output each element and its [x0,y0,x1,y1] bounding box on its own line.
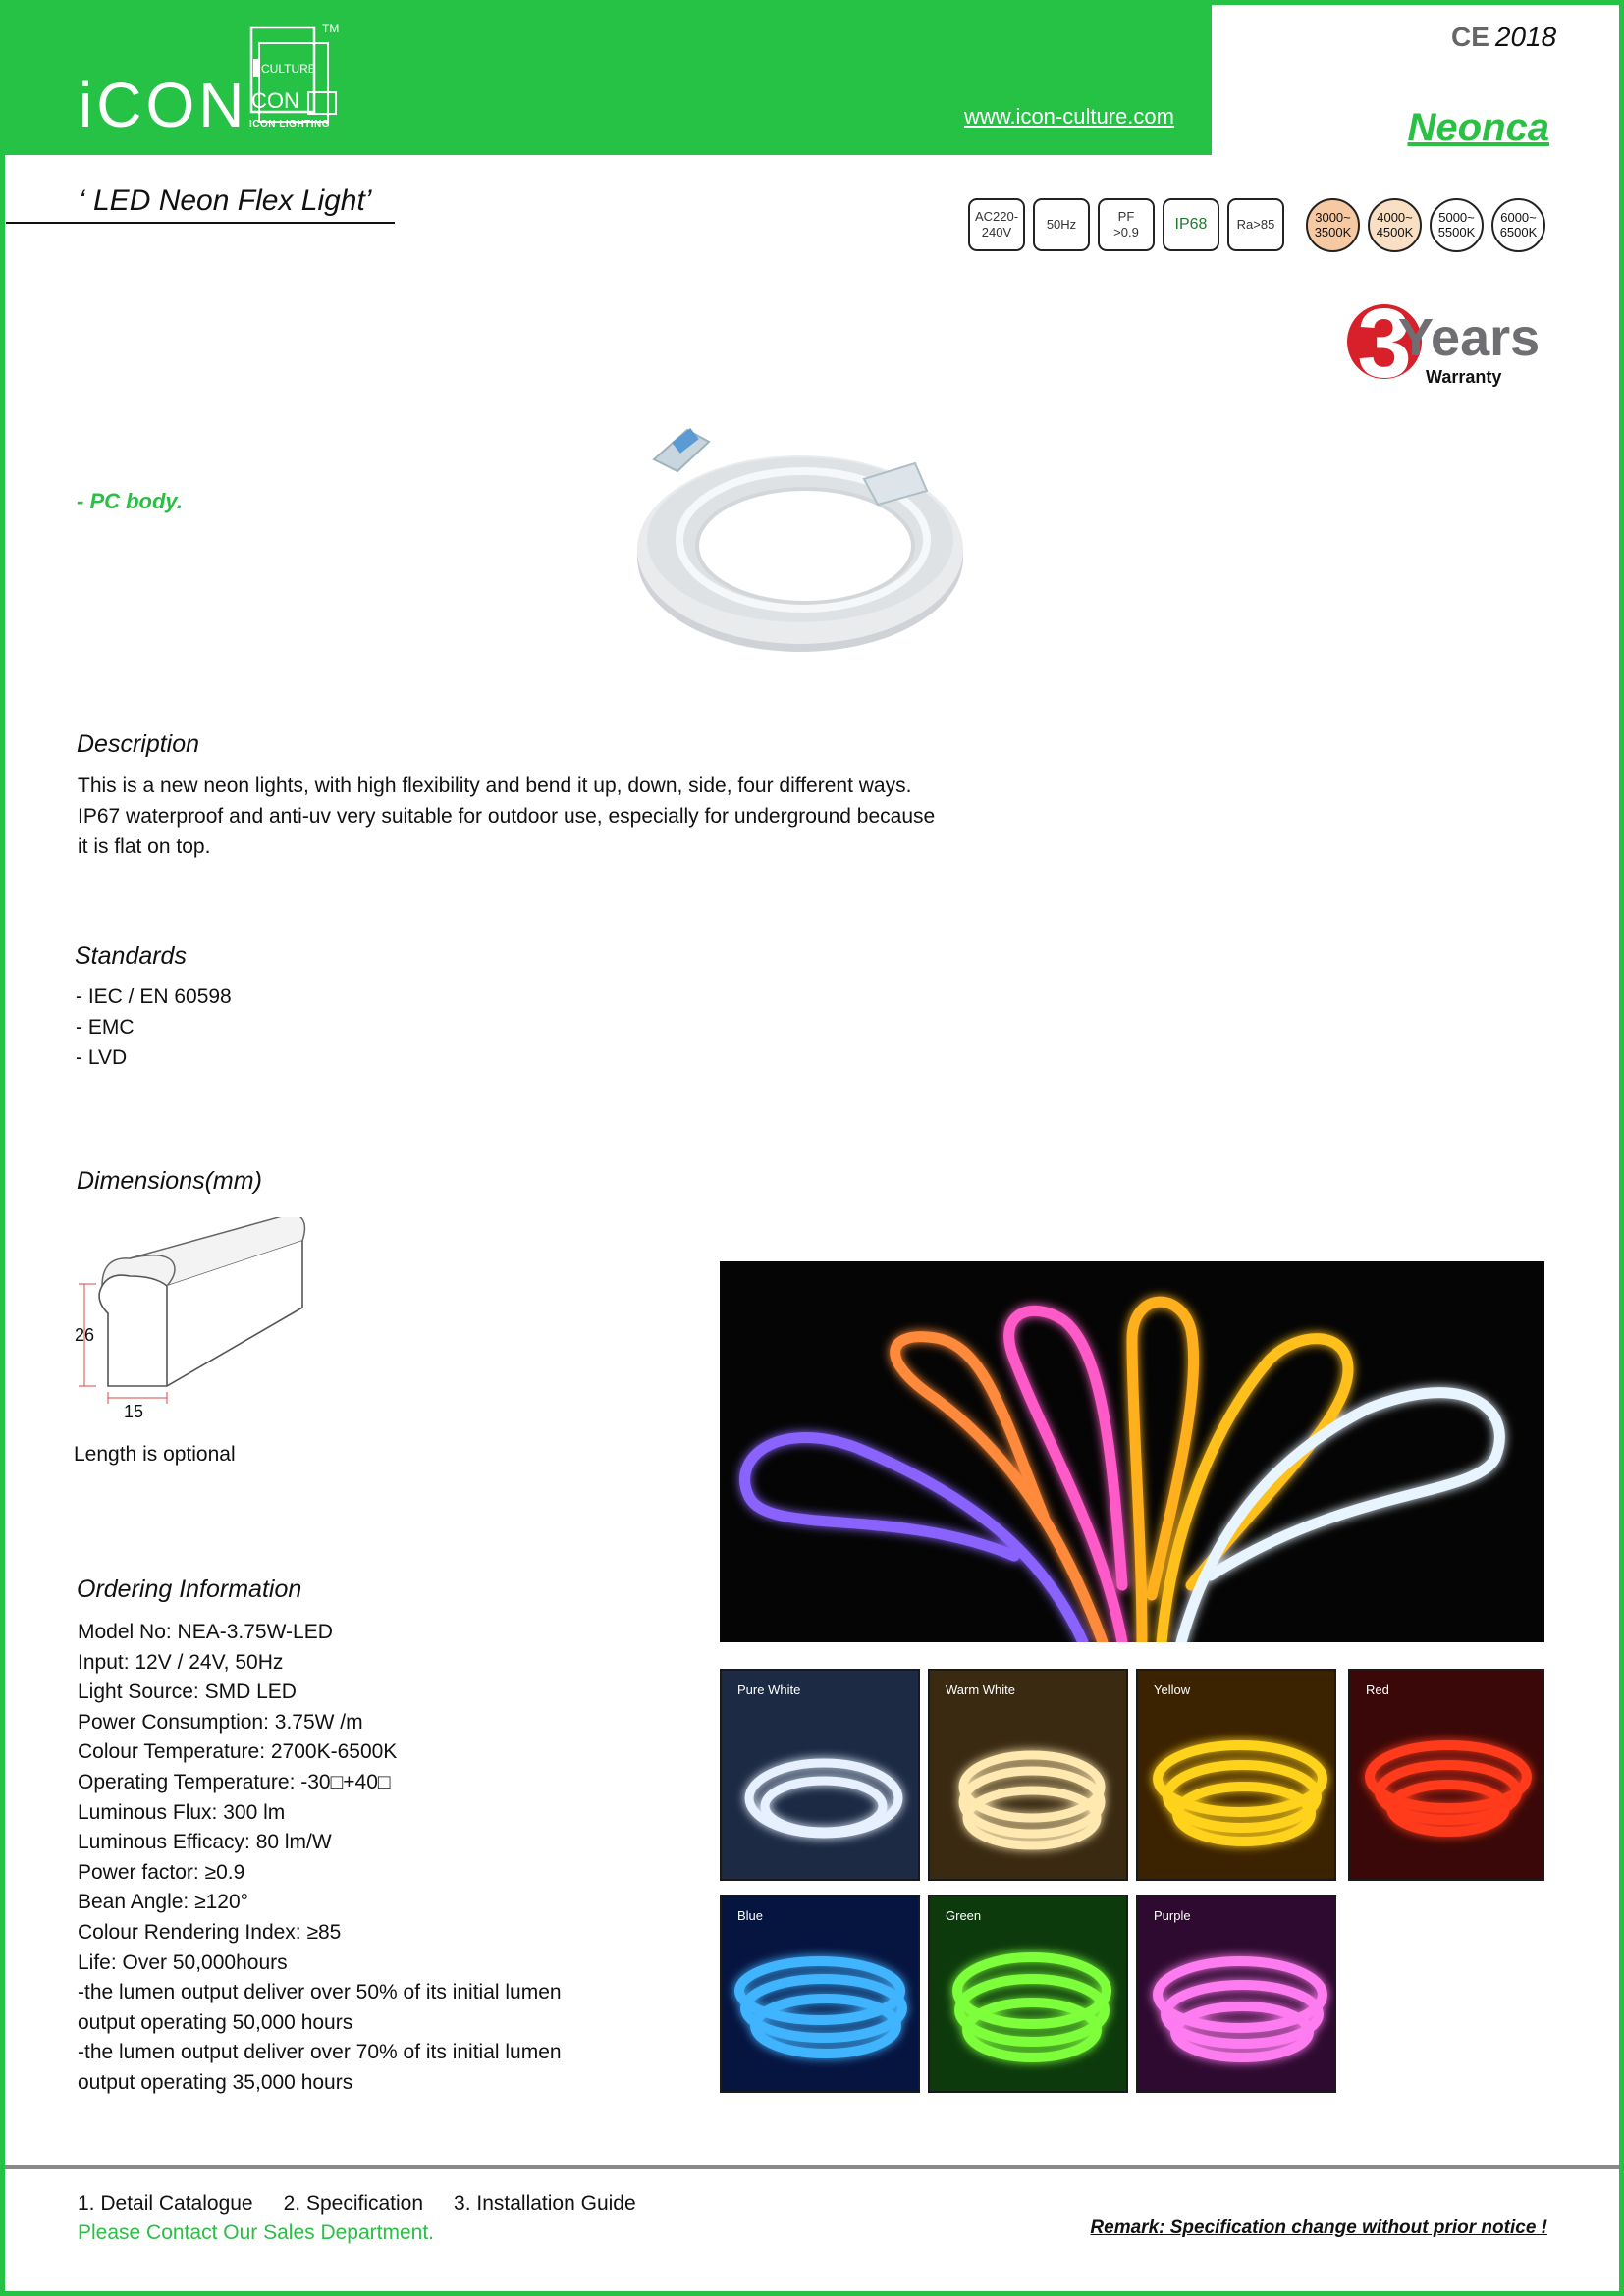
swatch-pure-white [720,1669,920,1881]
swatch-coil-icon [1350,1671,1544,1881]
swatch-purple [1136,1895,1336,2093]
ordering-line: Colour Rendering Index: ≥85 [78,1920,342,1944]
badge-voltage: AC220- 240V [968,198,1025,251]
swatch-red [1348,1669,1544,1881]
swatch-coil-icon [930,1896,1128,2093]
standards-heading: Standards [75,942,187,970]
swatch-coil-icon [1138,1671,1336,1881]
cct-badge-5000k: 5000~ 5500K [1430,198,1484,252]
dimensions-heading: Dimensions(mm) [77,1167,262,1195]
feature-pc-body: - PC body. [77,489,183,513]
swatch-green [928,1895,1128,2093]
logo-mark-top: CULTURE [261,62,316,76]
ordering-line: Input: 12V / 24V, 50Hz [78,1650,284,1674]
badge-frequency: 50Hz [1033,198,1090,251]
link-detail-catalogue[interactable]: 1. Detail Catalogue [78,2192,253,2215]
link-installation-guide[interactable]: 3. Installation Guide [454,2192,636,2215]
swatch-coil-icon [930,1671,1128,1881]
footer-links [78,2192,636,2216]
ordering-line: -the lumen output deliver over 70% of its initial lumen [78,2041,562,2064]
swatch-label: Pure White [737,1682,801,1697]
ordering-heading: Ordering Information [77,1575,302,1603]
cct-badge-3000k: 3000~ 3500K [1306,198,1360,252]
ordering-line: Light Source: SMD LED [78,1681,297,1704]
description-line: it is flat on top. [78,835,211,858]
link-specification[interactable]: 2. Specification [283,2192,424,2215]
logo-mark-icon [245,24,340,132]
description-line: This is a new neon lights, with high flexibility and bend it up, down, side, four different ways. [78,774,912,797]
header-banner [0,0,1212,155]
ordering-line: output operating 35,000 hours [78,2070,353,2094]
ordering-line: Bean Angle: ≥120° [78,1891,249,1914]
swatch-label: Warm White [946,1682,1016,1697]
cct-badge-6000k: 6000~ 6500K [1491,198,1545,252]
ordering-line: Model No: NEA-3.75W-LED [78,1621,333,1643]
description-text [78,771,935,862]
ce-year [1451,22,1556,53]
swatch-label: Yellow [1154,1682,1191,1697]
brand-name: Neonca [1407,106,1549,149]
swatch-warm-white [928,1669,1128,1881]
swatch-coil-icon [1138,1896,1336,2093]
ce-mark-icon: CE [1451,22,1489,52]
warranty-sub: Warranty [1426,367,1502,387]
product-title-underline [6,185,395,224]
remark-notice: Remark: Specification change without prior notice ! [1090,2217,1547,2238]
swatch-label: Green [946,1908,982,1923]
footer-divider [5,2165,1619,2169]
swatch-yellow [1136,1669,1336,1881]
badge-ip-rating: IP68 [1163,198,1219,251]
standard-item: - IEC / EN 60598 [76,986,232,1008]
warranty-badge [1347,287,1549,395]
swatch-label: Red [1366,1682,1389,1697]
standards-list [76,982,232,1073]
logo-subtitle: ICON LIGHTING [249,119,331,130]
ordering-line: Luminous Flux: 300 lm [78,1800,286,1824]
standard-item: - LVD [76,1046,128,1069]
length-note: Length is optional [74,1443,236,1466]
ordering-line: -the lumen output deliver over 50% of its initial lumen [78,1981,562,2004]
neon-colours-photo [720,1261,1544,1642]
dimension-width: 15 [124,1402,144,1421]
ordering-line: Power Consumption: 3.75W /m [78,1710,363,1734]
swatch-label: Blue [737,1908,764,1923]
ordering-line: Colour Temperature: 2700K-6500K [78,1740,398,1764]
ordering-line: Life: Over 50,000hours [78,1950,288,1974]
warranty-word: Years [1398,308,1541,367]
swatch-coil-icon [722,1896,920,2093]
description-heading: Description [77,730,200,758]
year: 2018 [1494,22,1557,52]
logo-mark-bottom: CON [251,88,299,113]
trademark-symbol: TM [322,22,340,35]
dimension-height: 26 [75,1325,95,1345]
ordering-line: output operating 50,000 hours [78,2010,353,2034]
ordering-line: Luminous Efficacy: 80 lm/W [78,1831,332,1854]
contact-sales: Please Contact Our Sales Department. [78,2221,435,2244]
ordering-line: Power factor: ≥0.9 [78,1860,245,1884]
badge-cri: Ra>85 [1227,198,1284,251]
cct-badge-4000k: 4000~ 4500K [1368,198,1422,252]
warranty-number: 3 [1357,289,1412,395]
swatch-blue [720,1895,920,2093]
cct-badges [1306,198,1545,252]
profile-dimension-drawing [71,1217,316,1423]
badge-power-factor: PF >0.9 [1098,198,1155,251]
logo-text: iCON [79,70,248,140]
description-line: IP67 waterproof and anti-uv very suitable for outdoor use, especially for underground because [78,805,936,828]
website-link[interactable]: www.icon-culture.com [964,104,1174,129]
swatch-label: Purple [1154,1908,1191,1923]
spec-badges [968,198,1284,251]
ordering-list [78,1618,562,2099]
swatch-coil-icon [722,1671,920,1881]
product-coil-image [628,420,972,656]
product-title: ‘ LED Neon Flex Light’ [79,185,372,217]
ordering-line: Operating Temperature: -30□+40□ [78,1770,391,1793]
standard-item: - EMC [76,1016,135,1039]
